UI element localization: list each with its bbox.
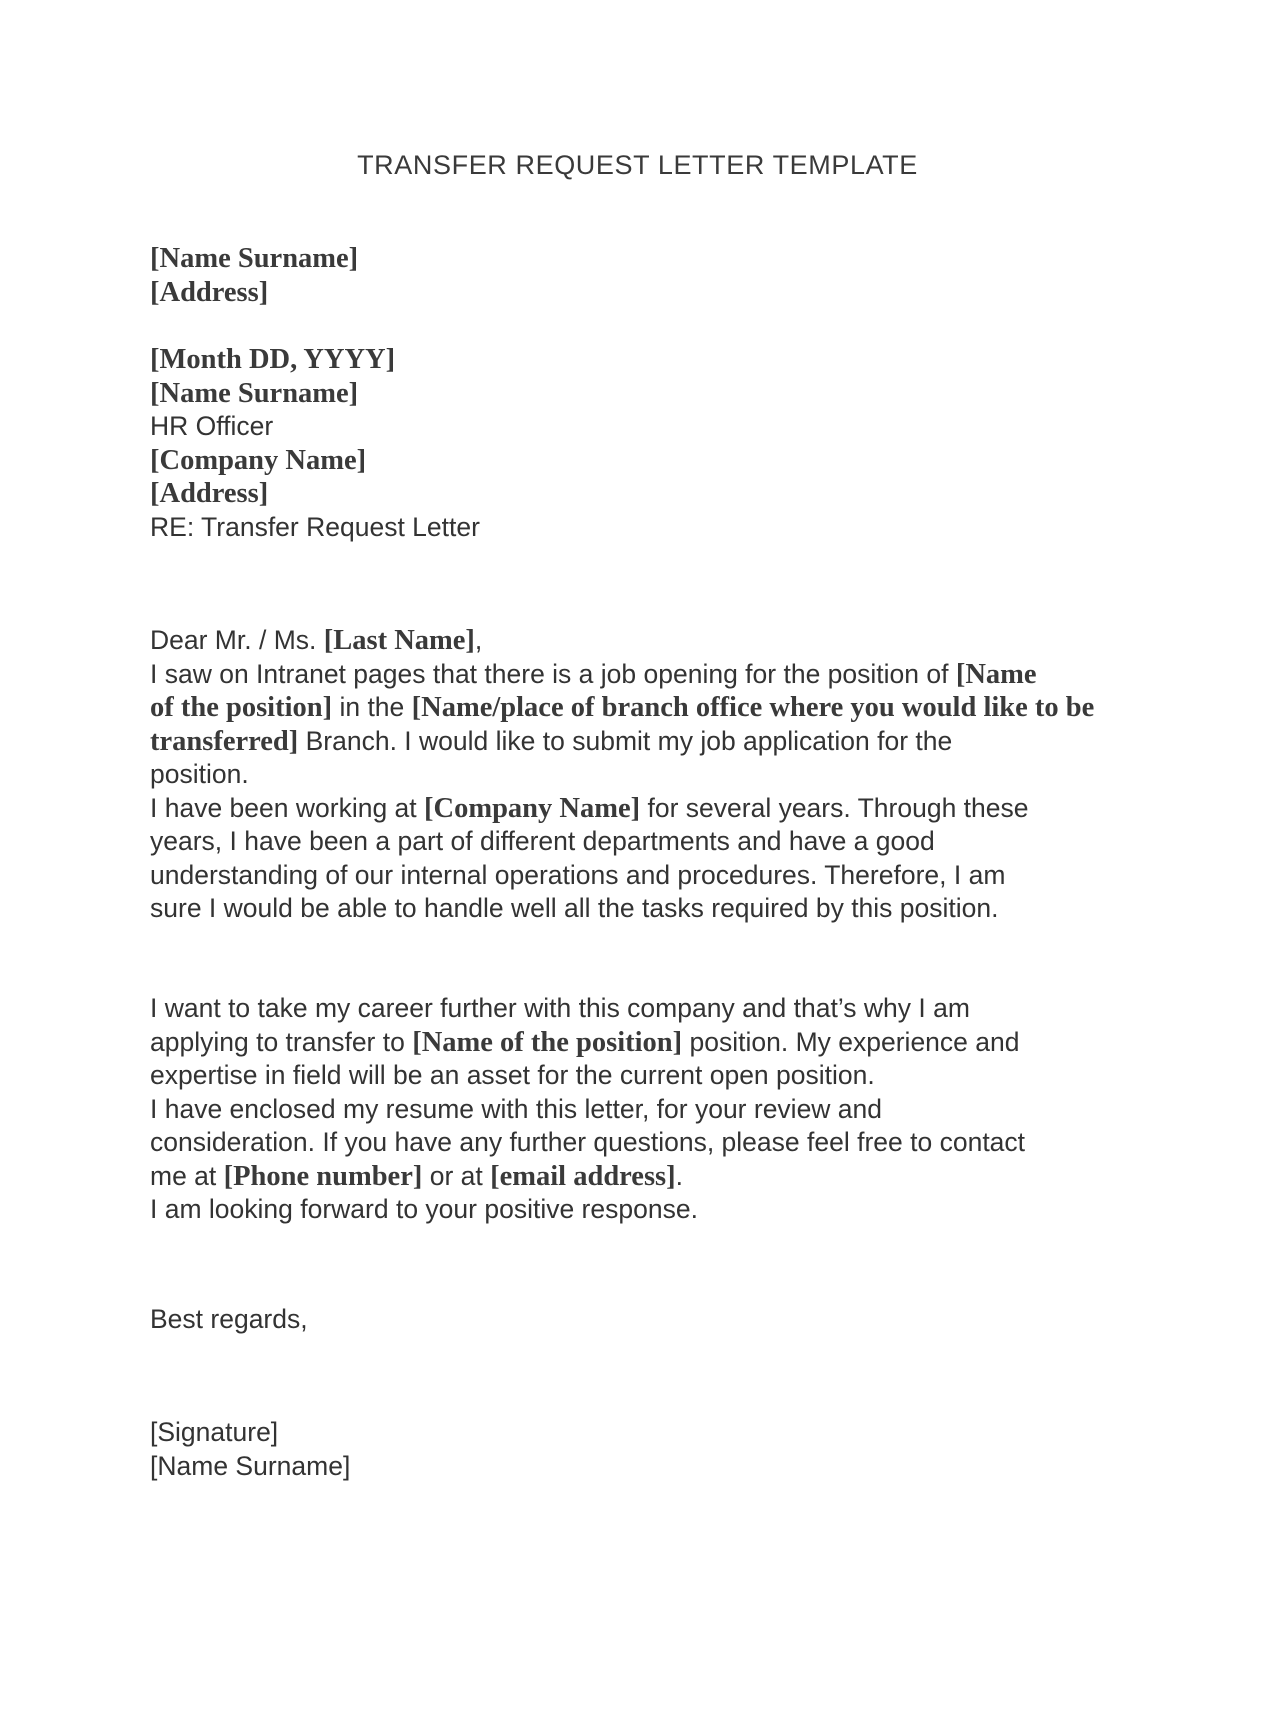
signature-block — [150, 1416, 1130, 1483]
text-line: I want to take my career further with this company and that’s why I am — [150, 993, 970, 1023]
position-placeholder: [Name of the position] — [412, 1026, 683, 1058]
recipient-name-placeholder: [Name Surname] — [150, 377, 359, 409]
subject-line: RE: Transfer Request Letter — [150, 511, 480, 542]
text-line: position. — [150, 759, 249, 789]
text-line — [150, 1026, 1130, 1060]
body-paragraph-1 — [150, 624, 1130, 926]
recipient-role: HR Officer — [150, 411, 274, 441]
text-run: in the — [332, 692, 412, 722]
sender-name-placeholder: [Name Surname] — [150, 243, 359, 274]
document-title: TRANSFER REQUEST LETTER TEMPLATE — [357, 150, 918, 180]
recipient-block — [150, 343, 1130, 544]
text-line — [150, 1160, 1130, 1194]
text-run: I have been working at — [150, 792, 425, 823]
closing-line: Best regards, — [150, 1304, 308, 1334]
last-name-placeholder: [Last Name] — [323, 625, 475, 656]
text-line: expertise in field will be an asset for the current open position. — [150, 1060, 875, 1090]
date-placeholder: [Month DD, YYYY] — [150, 344, 396, 375]
phone-placeholder: [Phone number] — [223, 1160, 423, 1192]
branch-placeholder: transferred] — [150, 725, 299, 757]
text-line: years, I have been a part of different departments and have a good — [150, 826, 935, 856]
text-run: Branch. I would like to submit my job application for the — [298, 725, 953, 756]
text-run: position. My experience and — [682, 1026, 1020, 1057]
company-name-placeholder: [Company Name] — [424, 792, 641, 824]
text-line — [150, 658, 1130, 692]
signer-name-placeholder: [Name Surname] — [150, 1450, 351, 1481]
text-run: me at — [150, 1160, 224, 1191]
text-line: consideration. If you have any further questions, please feel free to contact — [150, 1127, 1026, 1157]
text-line — [150, 792, 1130, 826]
text-run: or at — [422, 1160, 491, 1191]
text-line: I have enclosed my resume with this letter, for your review and — [150, 1093, 883, 1124]
position-placeholder: [Name — [955, 658, 1037, 690]
text-line: I am looking forward to your positive response. — [150, 1194, 698, 1224]
sender-block — [150, 242, 1130, 309]
text-line — [150, 725, 1130, 759]
text-line — [150, 691, 1130, 725]
position-placeholder: of the position] — [150, 692, 333, 723]
text-run: . — [675, 1160, 684, 1191]
email-placeholder: [email address] — [490, 1160, 676, 1192]
body-paragraph-2 — [150, 992, 1130, 1227]
text-line: understanding of our internal operations and procedures. Therefore, I am — [150, 859, 1006, 890]
sender-address-placeholder: [Address] — [150, 276, 269, 308]
text-run: I saw on Intranet pages that there is a job opening for the position of — [150, 658, 956, 689]
company-name-placeholder: [Company Name] — [150, 444, 367, 476]
greeting-line — [150, 624, 1130, 658]
signature-placeholder: [Signature] — [150, 1417, 279, 1447]
branch-placeholder: [Name/place of branch office where you would like to be — [411, 692, 1095, 723]
text-run: applying to transfer to — [150, 1026, 413, 1057]
greeting-suffix: , — [474, 625, 483, 655]
text-run: for several years. Through these — [640, 792, 1029, 823]
recipient-address-placeholder: [Address] — [150, 478, 269, 509]
greeting-prefix: Dear Mr. / Ms. — [150, 625, 324, 655]
text-line: sure I would be able to handle well all the tasks required by this position. — [150, 893, 999, 923]
